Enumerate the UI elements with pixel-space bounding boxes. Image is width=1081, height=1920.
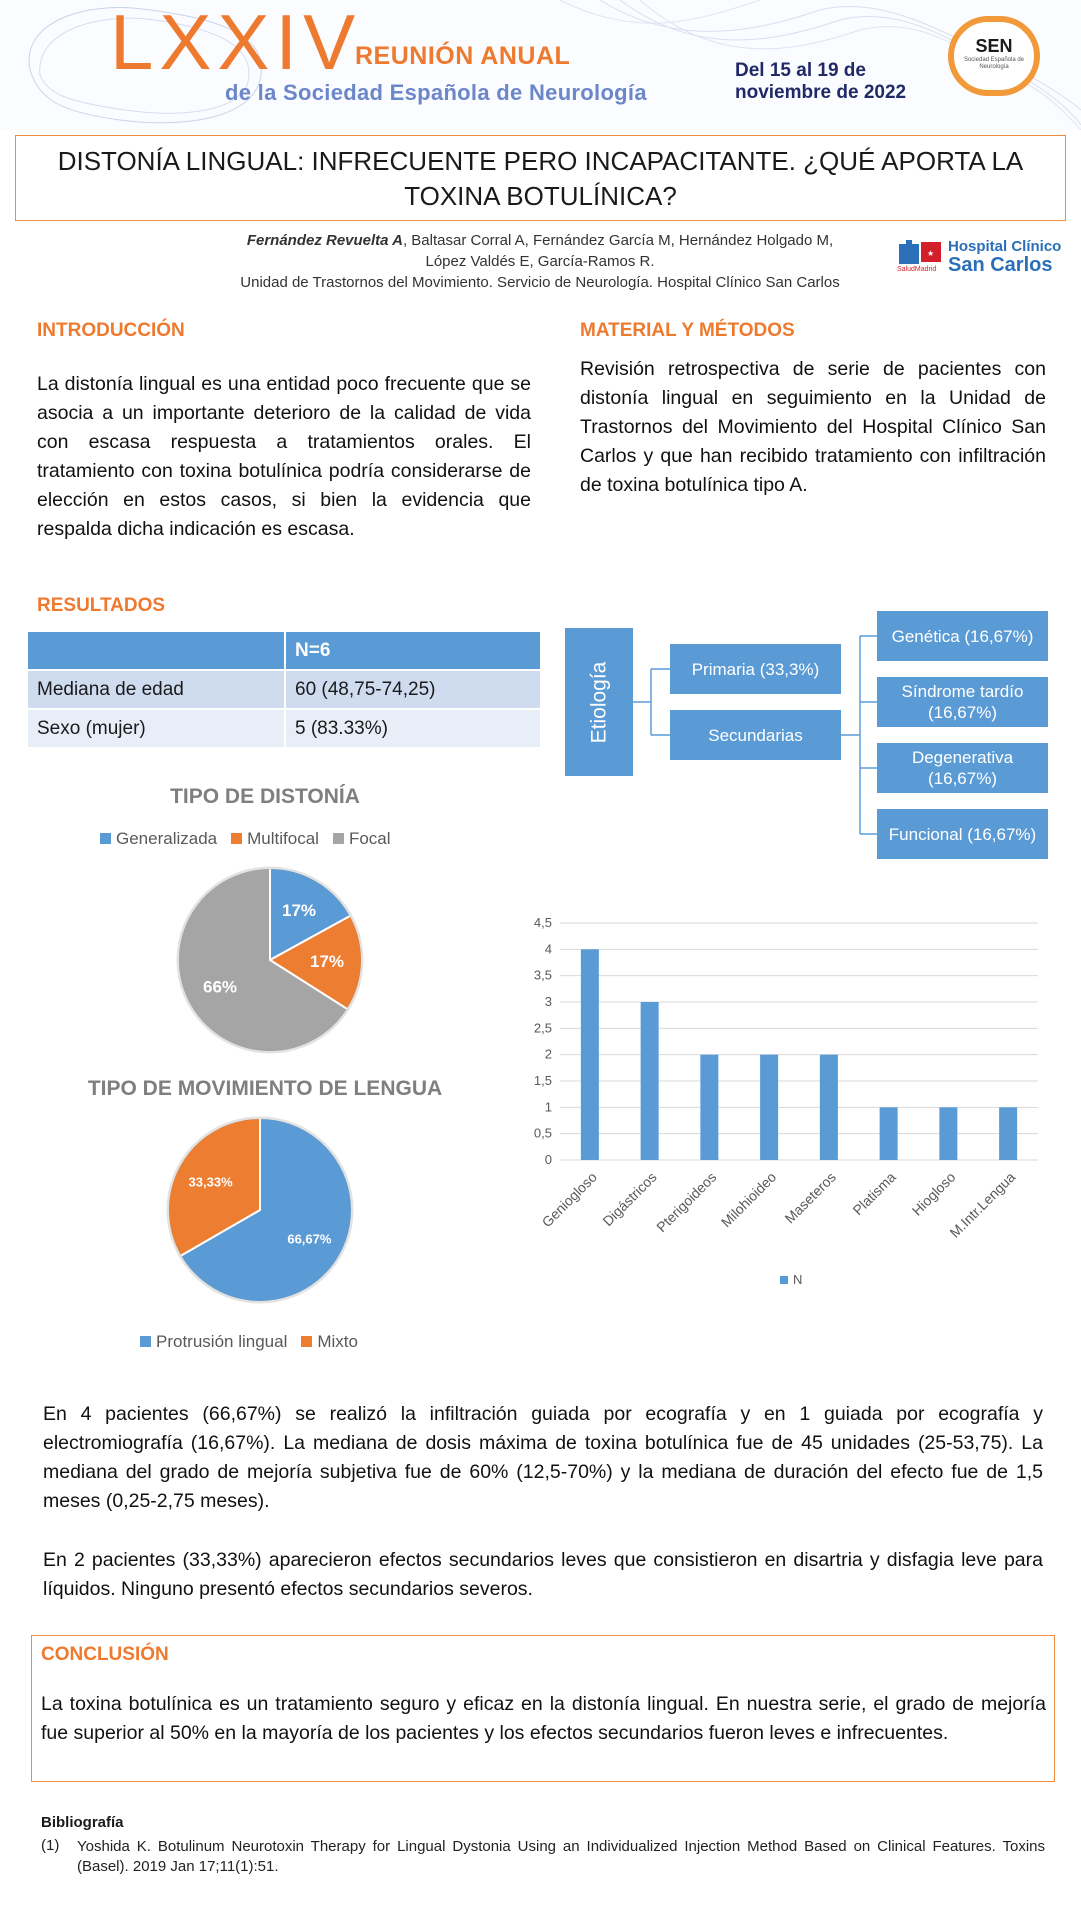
sen-logo bbox=[948, 16, 1040, 96]
table-cell: Sexo (mujer) bbox=[28, 710, 286, 747]
y-tick-label: 3 bbox=[544, 994, 552, 1009]
legend-label: Multifocal bbox=[247, 829, 319, 848]
etiology-genetica-box: Genética (16,67%) bbox=[877, 611, 1048, 661]
x-tick-label: Milohioideo bbox=[717, 1168, 780, 1231]
legend-label: N bbox=[793, 1272, 803, 1287]
bibliografia-number: (1) bbox=[41, 1837, 60, 1854]
pie-data-label: 66,67% bbox=[287, 1231, 332, 1247]
pie-data-label: 66% bbox=[202, 977, 238, 997]
pie-data-label: 17% bbox=[309, 951, 345, 971]
legend-swatch bbox=[231, 833, 242, 844]
x-tick-label: M.Intr.Lengua bbox=[946, 1168, 1019, 1241]
legend-swatch bbox=[100, 833, 111, 844]
etiology-root-box bbox=[565, 628, 633, 776]
bar-geniogloso bbox=[581, 949, 599, 1160]
etiology-funcional-box: Funcional (16,67%) bbox=[877, 809, 1048, 859]
y-tick-label: 1 bbox=[544, 1099, 552, 1115]
hospital-logo-icon bbox=[897, 238, 943, 268]
bibliografia-text: Yoshida K. Botulinum Neurotoxin Therapy for Lingual Dystonia Using an Individualized Injection Method Based on Clinical Features. Toxins (Basel). 2019 Jan 17;11(1):51. bbox=[77, 1838, 1045, 1875]
poster-title: DISTONÍA LINGUAL: INFRECUENTE PERO INCAPACITANTE. ¿QUÉ APORTA LA TOXINA BOTULÍNICA? bbox=[15, 135, 1066, 221]
bar-chart bbox=[520, 905, 1060, 1275]
authors-block bbox=[160, 230, 920, 293]
lead-author: Fernández Revuelta A bbox=[246, 232, 403, 249]
legend-label: Focal bbox=[348, 829, 391, 848]
x-tick-label: Maseteros bbox=[781, 1168, 839, 1227]
dates-line-1: Del 15 al 19 de bbox=[735, 60, 866, 81]
authors-line-2: López Valdés E, García-Ramos R. bbox=[425, 253, 655, 270]
bar-platisma bbox=[880, 1107, 898, 1160]
conclusion-heading: CONCLUSIÓN bbox=[41, 1644, 169, 1665]
bar-pterigoideos bbox=[700, 1055, 718, 1160]
y-tick-label: 2 bbox=[544, 1046, 552, 1062]
y-tick-label: 2,5 bbox=[533, 1020, 552, 1036]
legend-item bbox=[140, 1332, 287, 1351]
legend-swatch bbox=[301, 1336, 312, 1347]
authors-line-1 bbox=[160, 230, 920, 251]
pie2-title: TIPO DE MOVIMIENTO DE LENGUA bbox=[87, 1077, 443, 1100]
pie2-legend bbox=[140, 1332, 440, 1352]
legend-label: Mixto bbox=[317, 1332, 358, 1351]
x-tick-label: Pterigoideos bbox=[653, 1168, 720, 1236]
table-cell: Mediana de edad bbox=[28, 671, 286, 708]
legend-item bbox=[333, 829, 391, 848]
sen-logo-subtext: Sociedad Española de Neurología bbox=[963, 57, 1025, 70]
y-tick-label: 4,5 bbox=[533, 915, 552, 930]
resultados-text-2: En 2 pacientes (33,33%) aparecieron efectos secundarios leves que consistieron en disartria y disfagia leve para líquidos. Ninguno presentó efectos secundarios severos. bbox=[43, 1549, 1043, 1600]
legend-item bbox=[100, 829, 217, 848]
y-tick-label: 0 bbox=[544, 1152, 552, 1167]
y-tick-label: 3,5 bbox=[533, 967, 552, 983]
etiology-degenerativa-box: Degenerativa (16,67%) bbox=[877, 743, 1048, 793]
society-name: de la Sociedad Española de Neurología bbox=[225, 80, 647, 105]
material-heading: MATERIAL Y MÉTODOS bbox=[580, 320, 795, 341]
pie1-title: TIPO DE DISTONÍA bbox=[170, 785, 360, 808]
affiliation: Unidad de Trastornos del Movimiento. Servicio de Neurología. Hospital Clínico San Carlos bbox=[240, 274, 840, 291]
bar-hiogloso bbox=[939, 1107, 957, 1160]
legend-swatch bbox=[140, 1336, 151, 1347]
pie1-chart bbox=[170, 860, 370, 1060]
legend-item bbox=[231, 829, 319, 848]
x-tick-label: Platisma bbox=[849, 1168, 899, 1219]
legend-swatch bbox=[780, 1276, 788, 1284]
resultados-text-1: En 4 pacientes (66,67%) se realizó la infiltración guiada por ecografía y en 1 guiada por ecografía y electromiografía (16,67%). La mediana de dosis máxima de toxina botulínica fue de 45 unidades (25-53,75). La mediana del grado de mejoría subjetiva fue de 60% (12,5-70%) y la mediana de duración del efecto fue de 1,5 meses (0,25-2,75 meses). bbox=[43, 1403, 1043, 1512]
conclusion-text: La toxina botulínica es un tratamiento seguro y eficaz en la distonía lingual. En nuestra serie, el grado de mejoría fue superior al 50% en la mayoría de los pacientes y los efectos secundarios fueron leves e infrecuentes. bbox=[41, 1693, 1046, 1744]
introduccion-text: La distonía lingual es una entidad poco frecuente que se asocia a un importante deterioro de la calidad de vida con escasa respuesta a tratamientos orales. El tratamiento con toxina botulínica podría considerarse de elección en estos casos, si bien la evidencia que respalda dicha indicación es escasa. bbox=[37, 373, 531, 540]
svg-text:★: ★ bbox=[927, 249, 935, 258]
saludmadrid-label: SaludMadrid bbox=[897, 266, 937, 273]
table-header-cell bbox=[28, 632, 286, 669]
bar-milohioideo bbox=[760, 1055, 778, 1160]
bar-maseteros bbox=[820, 1055, 838, 1160]
pie1-legend bbox=[100, 829, 440, 849]
congress-name: REUNIÓN ANUAL bbox=[355, 42, 571, 70]
bar-legend bbox=[780, 1272, 802, 1287]
pie2-chart bbox=[160, 1110, 360, 1310]
bar-m-intr-lengua bbox=[999, 1107, 1017, 1160]
table-header-row bbox=[28, 632, 540, 669]
table-cell: 60 (48,75-74,25) bbox=[286, 671, 540, 708]
material-text: Revisión retrospectiva de serie de pacientes con distonía lingual en seguimiento en la Unidad de Trastornos del Movimiento del Hospital Clínico San Carlos y que han recibido tratamiento con infiltración de toxina botulínica tipo A. bbox=[580, 358, 1046, 496]
y-tick-label: 1,5 bbox=[533, 1073, 552, 1088]
dates-line-2: noviembre de 2022 bbox=[735, 82, 907, 103]
legend-label: Protrusión lingual bbox=[156, 1332, 288, 1351]
table-row bbox=[28, 671, 540, 708]
y-tick-label: 4 bbox=[544, 941, 552, 957]
hospital-logo-line-2: San Carlos bbox=[948, 254, 1053, 276]
introduccion-heading: INTRODUCCIÓN bbox=[37, 320, 185, 341]
demographics-table bbox=[28, 630, 540, 749]
table-cell: 5 (83.33%) bbox=[286, 710, 540, 747]
legend-label: Generalizada bbox=[116, 829, 218, 848]
congress-header bbox=[0, 0, 1081, 130]
pie-data-label: 33,33% bbox=[188, 1174, 233, 1190]
resultados-heading: RESULTADOS bbox=[37, 595, 166, 616]
congress-number: LXXIV bbox=[110, 0, 362, 86]
sen-logo-text: SEN bbox=[975, 36, 1013, 56]
bibliografia-heading: Bibliografía bbox=[41, 1814, 124, 1831]
x-tick-label: Hiogloso bbox=[908, 1168, 959, 1219]
y-tick-label: 0,5 bbox=[533, 1125, 552, 1141]
pie-data-label: 17% bbox=[282, 900, 317, 920]
x-tick-label: Digástricos bbox=[599, 1168, 660, 1230]
etiology-root-label: Etiología bbox=[587, 661, 611, 743]
legend-swatch bbox=[333, 833, 344, 844]
x-tick-label: Geniogloso bbox=[538, 1168, 600, 1231]
bar-dig-stricos bbox=[641, 1002, 659, 1160]
etiology-primaria-box: Primaria (33,3%) bbox=[670, 644, 841, 694]
table-row bbox=[28, 710, 540, 747]
table-header-cell: N=6 bbox=[286, 632, 540, 669]
co-authors: , Baltasar Corral A, Fernández García M, Hernández Holgado M, bbox=[402, 232, 834, 249]
etiology-sindrome-tardio-box: Síndrome tardío (16,67%) bbox=[877, 677, 1048, 727]
legend-item bbox=[301, 1332, 358, 1351]
congress-dates bbox=[735, 60, 906, 104]
hospital-logo-line-1: Hospital Clínico bbox=[948, 238, 1062, 255]
etiology-secundarias-box: Secundarias bbox=[670, 710, 841, 760]
